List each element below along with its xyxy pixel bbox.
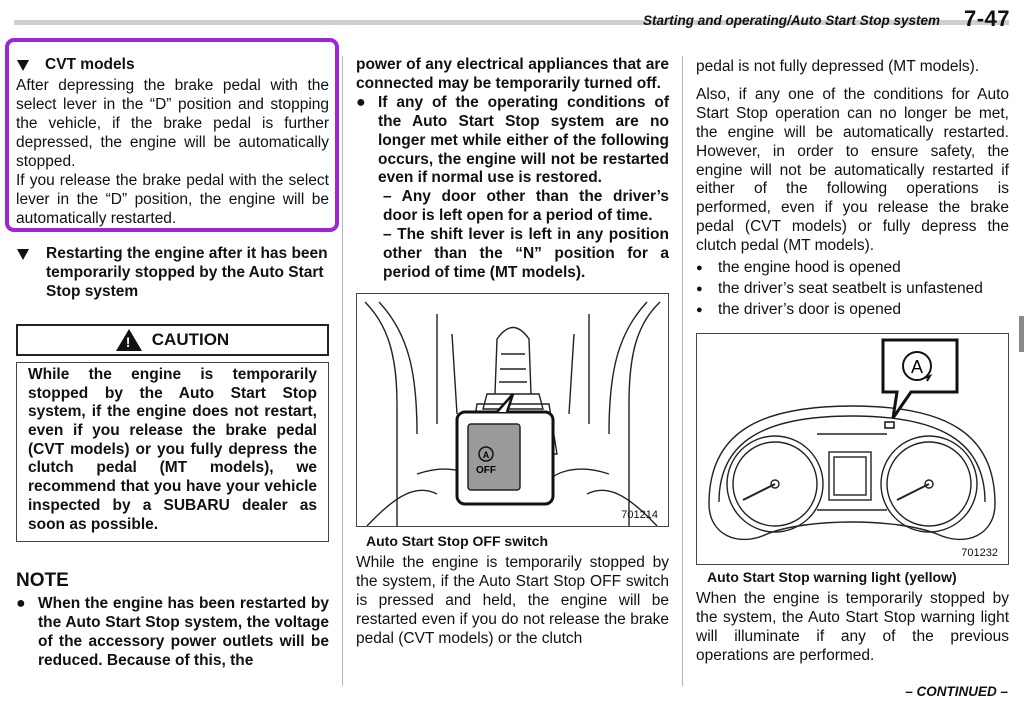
column-divider — [342, 56, 343, 686]
body-paragraph: When the engine is temporarily stopped by the system, the Auto Start Stop warning light will illuminate if any of the previous operations are performed. — [696, 589, 1009, 664]
list-item-text: the engine hood is opened — [718, 259, 901, 277]
bullet-dot-icon: ● — [696, 282, 703, 295]
note-bullet-text: When the engine has been restarted by the Auto Start Stop system, the voltage of the accessory power outlets will be reduced. Because of this, the — [38, 595, 329, 669]
svg-text:A: A — [482, 449, 490, 460]
list-item — [696, 301, 1009, 320]
section-title: Starting and operating/Auto Start Stop system — [642, 13, 940, 28]
continued-label: – CONTINUED – — [905, 684, 1008, 699]
note-heading: NOTE — [16, 570, 69, 592]
figure-warning-light — [696, 333, 1009, 565]
list-item-text: the driver’s seat seatbelt is unfastened — [718, 279, 983, 297]
figure-caption: Auto Start Stop OFF switch — [366, 532, 548, 549]
list-item — [696, 280, 1009, 299]
figure-off-switch — [356, 293, 669, 527]
console-illustration — [357, 294, 668, 526]
caution-text: While the engine is temporarily stopped by the Auto Start Stop system, if the engine does not restart, even if you release the brake pedal (CVT models) or you fully depress the clutch pedal (MT models), we recommend that you have your vehicle inspected by a SUBARU dealer as soon as possible. — [28, 365, 317, 533]
continued-text: pedal is not fully depressed (MT models). — [696, 58, 980, 75]
caution-box — [16, 362, 329, 542]
figure-number: 701232 — [961, 546, 998, 559]
list-item-text: the driver’s door is opened — [718, 300, 901, 318]
warning-light-indicator — [885, 422, 894, 428]
restart-heading — [16, 245, 329, 302]
column-1 — [16, 56, 329, 671]
edge-index-tab — [1019, 316, 1024, 352]
conditions-bullet-text: If any of the operating conditions of the Auto Start Stop system are no longer met while either of the following occurs, the engine will not be restarted even if normal use is restored. — [378, 93, 669, 187]
triangle-bullet-icon — [17, 249, 29, 260]
dash-item-door: – Any door other than the driver’s door is left open for a period of time. — [383, 188, 669, 225]
svg-text:A: A — [910, 356, 924, 377]
triangle-bullet-icon — [17, 60, 29, 71]
figure-number: 701214 — [621, 508, 658, 521]
conditions-paragraph: Also, if any one of the conditions for Auto Start Stop operation can no longer be met, the engine will be automatically restarted. However, in order to ensure safety, the engine will not be automatically restarted if either of the following operations is performed, even if you release the brake pedal (CVT models) or fully depress the clutch pedal (MT models). — [696, 85, 1009, 255]
bullet-dot-icon: ● — [16, 595, 26, 613]
caution-label: CAUTION — [151, 329, 230, 349]
cvt-paragraph-1: After depressing the brake pedal with the select lever in the “D” position and stopping the vehicle, if the brake pedal is further depressed, the engine will be automatically stopped. — [16, 76, 329, 170]
restart-heading-text: Restarting the engine after it has been temporarily stopped by the Auto Start Stop system — [46, 245, 328, 300]
note-bullet — [16, 595, 329, 671]
caution-header — [16, 324, 329, 356]
bullet-dot-icon: ● — [356, 93, 366, 111]
instrument-cluster-illustration — [697, 334, 1008, 564]
cvt-heading-text: CVT models — [45, 56, 135, 73]
svg-text:OFF: OFF — [476, 464, 496, 476]
cvt-heading — [16, 56, 329, 75]
column-2 — [356, 56, 669, 648]
column-3 — [696, 58, 1009, 665]
continued-text: power of any electrical appliances that are connected may be temporarily turned off. — [356, 56, 669, 92]
dash-item-shift-lever: – The shift lever is left in any position other than the “N” position for a period of time (MT models). — [383, 226, 669, 281]
conditions-bullet — [356, 94, 669, 189]
cvt-paragraph-2: If you release the brake pedal with the select lever in the “D” position, the engine will be automatically restarted. — [16, 172, 329, 228]
figure-caption: Auto Start Stop warning light (yellow) — [707, 568, 957, 585]
list-item — [696, 259, 1009, 278]
page-number: 7-47 — [963, 6, 1010, 31]
bullet-dot-icon: ● — [696, 303, 703, 316]
body-paragraph: While the engine is temporarily stopped by the system, if the Auto Start Stop OFF switch is pressed and held, the engine will be restarted even if you do not release the brake pedal (CVT models) or the clutch — [356, 553, 669, 647]
warning-triangle-icon: ! — [116, 329, 142, 351]
column-divider — [682, 56, 683, 686]
bullet-dot-icon: ● — [696, 262, 703, 275]
